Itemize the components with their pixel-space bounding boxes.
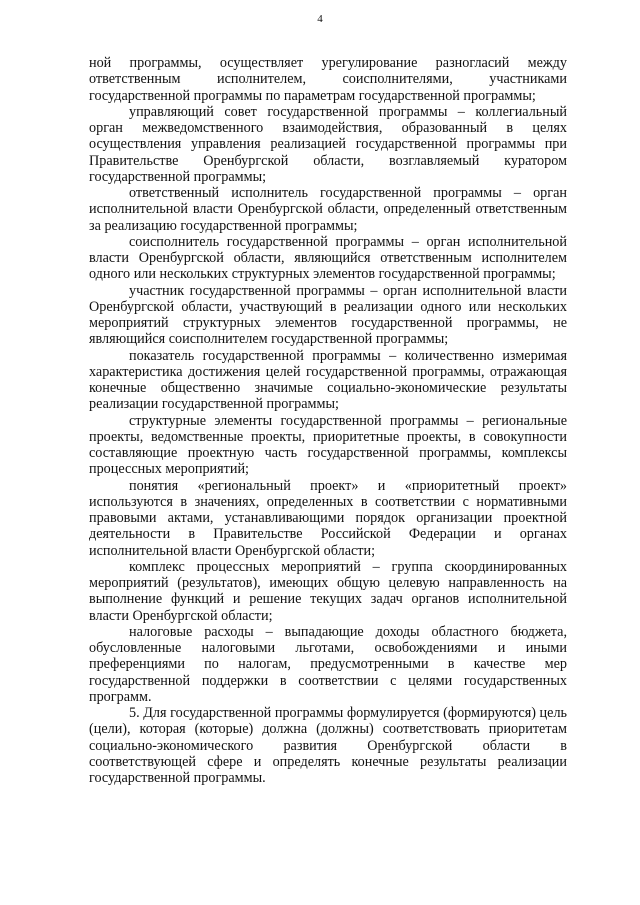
- paragraph: ной программы, осуществляет урегулирование разногласий между ответственным исполнителем, соисполнителями, участниками государственной программы по параметрам государственной программы;: [89, 55, 567, 104]
- paragraph: 5. Для государственной программы формулируется (формируются) цель (цели), которая (которые) должна (должны) соответствовать приоритетам социально-экономического развития Оренбургской области в соответствующей сфере и определять конечные результаты реализации государственной программы.: [89, 705, 567, 786]
- paragraph: ответственный исполнитель государственной программы – орган исполнительной власти Оренбургской области, определенный ответственным за реализацию государственной программы;: [89, 185, 567, 234]
- paragraph: налоговые расходы – выпадающие доходы областного бюджета, обусловленные налоговыми льготами, освобождениями и иными преференциями по налогам, предусмотренными в качестве мер государственной поддержки в соответствии с целями государственных программ.: [89, 623, 567, 705]
- paragraph: понятия «региональный проект» и «приоритетный проект» используются в значениях, определенных в соответствии с нормативными правовыми актами, устанавливающими порядок организации проектной деятельности в Правительстве Российской Федерации и органах исполнительной власти Оренбургской области;: [89, 477, 567, 559]
- paragraph: показатель государственной программы – количественно измеримая характеристика достижения целей государственной программы, отражающая конечные общественно значимые социально-экономические результаты реализации государственной программы;: [89, 347, 567, 413]
- paragraph: соисполнитель государственной программы – орган исполнительной власти Оренбургской области, являющийся ответственным исполнителем одного или нескольких структурных элементов государственной программы;: [89, 233, 567, 283]
- paragraph: управляющий совет государственной программы – коллегиальный орган межведомственного взаимодействия, образованный в целях осуществления управления реализацией государственной программы при Правительстве Оренбургской области, возглавляемый куратором государственной программы;: [89, 103, 567, 185]
- paragraph: участник государственной программы – орган исполнительной власти Оренбургской области, участвующий в реализации одного или нескольких мероприятий структурных элементов государственной программы, не являющийся соисполнителем государственной программы;: [89, 282, 567, 348]
- paragraph: комплекс процессных мероприятий – группа скоординированных мероприятий (результатов), имеющих общую целевую направленность на выполнение функций и решение текущих задач органов исполнительной власти Оренбургской области;: [89, 558, 567, 624]
- body-text: [89, 55, 567, 786]
- page-number: 4: [317, 13, 323, 25]
- paragraph: структурные элементы государственной программы – региональные проекты, ведомственные проекты, приоритетные проекты, в совокупности составляющие проектную часть государственной программы, комплексы процессных мероприятий;: [89, 412, 567, 478]
